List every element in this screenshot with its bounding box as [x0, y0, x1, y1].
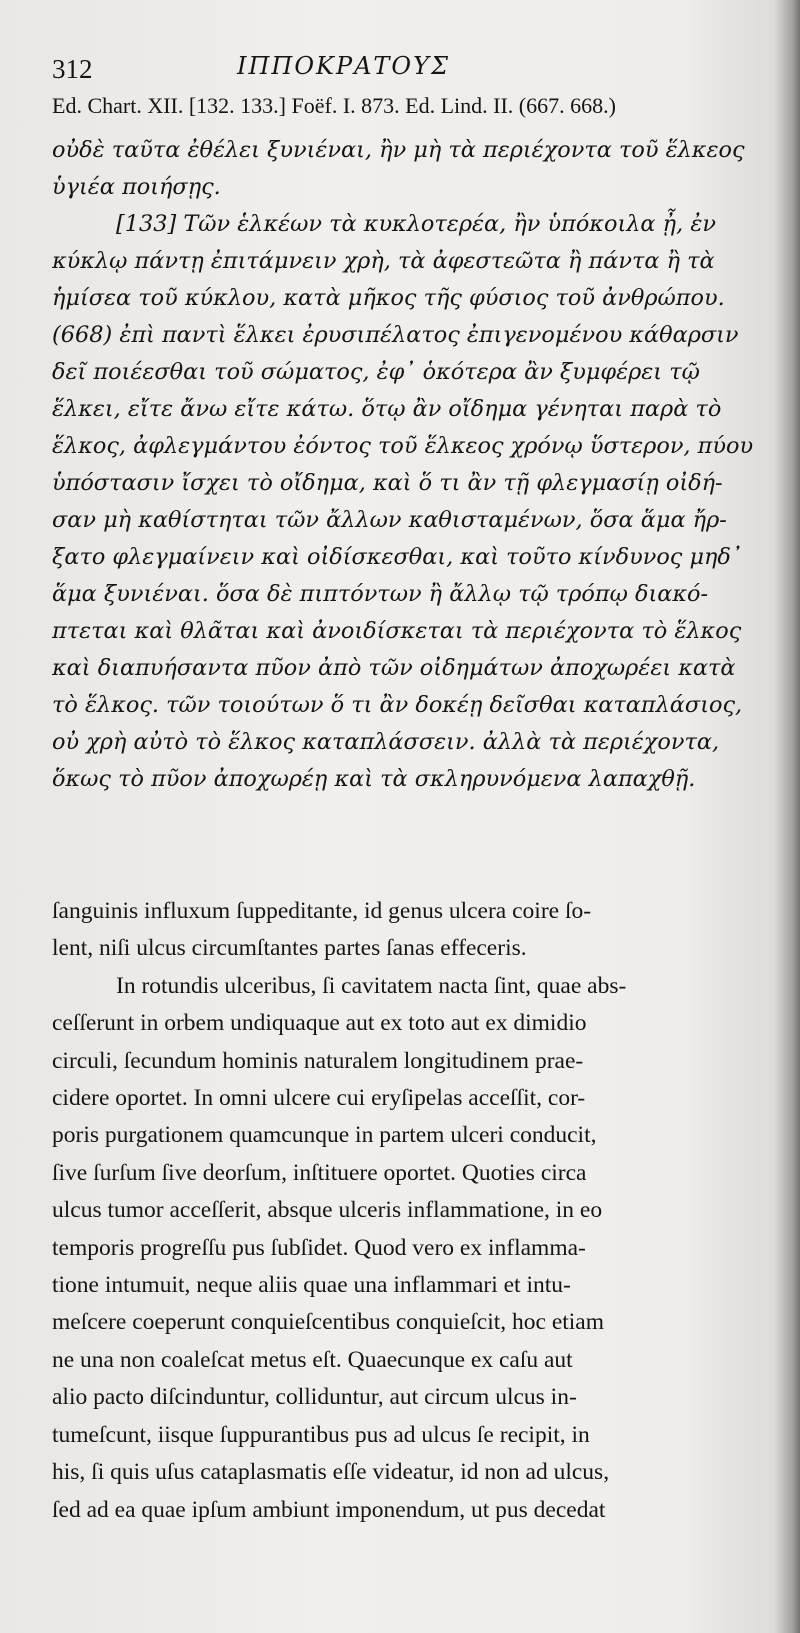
running-title: ΙΠΠΟΚΡΑΤΟΥΣ — [237, 52, 450, 80]
latin-line: lent, niſi ulcus circumſtantes partes ſanas effeceris. — [52, 935, 527, 962]
greek-line: οὐ χρὴ αὐτὸ τὸ ἕλκος καταπλάσσειν. ἀλλὰ τὰ περιέχοντα, — [52, 729, 720, 755]
greek-line: ἅμα ξυνιέναι. ὅσα δὲ πιπτόντων ἢ ἄλλῳ τῷ τρόπῳ διακό- — [52, 581, 709, 607]
greek-line: ὑπόστασιν ἴσχει τὸ οἴδημα, καὶ ὅ τι ἂν τῇ φλεγμασίῃ οἰδή- — [52, 470, 723, 496]
latin-text-block — [52, 893, 762, 1529]
latin-line: ceſſerunt in orbem undiquaque aut ex toto aut ex dimidio — [52, 1010, 587, 1037]
greek-line: τὸ ἕλκος. τῶν τοιούτων ὅ τι ἂν δοκέῃ δεῖσθαι καταπλάσιος, — [52, 692, 743, 718]
greek-line: δεῖ ποιέεσθαι τοῦ σώματος, ἐφ᾽ ὁκότερα ἂν ξυμφέρει τῷ — [52, 359, 700, 385]
latin-line: meſcere coeperunt conquieſcentibus conquieſcit, hoc etiam — [52, 1309, 605, 1336]
latin-line: alio pacto diſcinduntur, colliduntur, aut circum ulcus in- — [52, 1384, 577, 1411]
latin-line: temporis progreſſu pus ſubſidet. Quod vero ex inflamma- — [52, 1234, 586, 1261]
greek-line: σαν μὴ καθίστηται τῶν ἄλλων καθισταμένων, ὅσα ἅμα ἤρ- — [52, 507, 727, 533]
greek-line: ξατο φλεγμαίνειν καὶ οἰδίσκεσθαι, καὶ τοῦτο κίνδυνος μηδ᾽ — [52, 544, 743, 570]
show-through-text — [280, 826, 720, 882]
greek-line: ἕλκει, εἴτε ἄνω εἴτε κάτω. ὅτῳ ἂν οἴδημα γένηται παρὰ τὸ — [52, 396, 722, 422]
latin-line: poris purgationem quamcunque in partem ulceri conducit, — [52, 1122, 597, 1149]
greek-text-block — [52, 132, 760, 798]
latin-line: ulcus tumor acceſſerit, absque ulceris inflammatione, in eo — [52, 1197, 603, 1224]
page-header — [52, 48, 752, 88]
greek-line: κύκλῳ πάντῃ ἐπιτάμνειν χρὴ, τὰ ἀφεστεῶτα ἢ πάντα ἢ τὰ — [52, 248, 715, 274]
latin-line: tione intumuit, neque aliis quae una inflammari et intu- — [52, 1272, 571, 1299]
latin-line: tumeſcunt, iisque ſuppurantibus pus ad ulcus ſe recipit, in — [52, 1421, 590, 1448]
greek-line: πτεται καὶ θλᾶται καὶ ἀνοιδίσκεται τὰ περιέχοντα τὸ ἕλκος — [52, 618, 742, 644]
latin-line: his, ſi quis uſus cataplasmatis eſſe videatur, id non ad ulcus, — [52, 1459, 610, 1486]
page-spine-shadow — [774, 0, 800, 1633]
greek-line: [133] Τῶν ἑλκέων τὰ κυκλοτερέα, ἢν ὑπόκοιλα ᾖ, ἐν — [116, 211, 716, 237]
latin-line: In rotundis ulceribus, ſi cavitatem nacta ſint, quae abs- — [116, 972, 627, 999]
greek-line: καὶ διαπυήσαντα πῦον ἀπὸ τῶν οἰδημάτων ἀποχωρέει κατὰ — [52, 655, 736, 681]
edition-reference-line: Ed. Chart. XII. [132. 133.] Foëf. I. 873. Ed. Lind. II. (667. 668.) — [52, 93, 616, 118]
latin-line: cidere oportet. In omni ulcere cui eryſipelas acceſſit, cor- — [52, 1085, 586, 1112]
page-number: 312 — [52, 54, 93, 84]
greek-line: ἕλκος, ἀφλεγμάντου ἐόντος τοῦ ἕλκεος χρόνῳ ὕστερον, πύου — [52, 433, 754, 459]
greek-line: οὐδὲ ταῦτα ἐθέλει ξυνιέναι, ἢν μὴ τὰ περιέχοντα τοῦ ἕλκεος — [52, 137, 745, 163]
latin-line: ſanguinis influxum ſuppeditante, id genus ulcera coire ſo- — [52, 898, 592, 924]
greek-line: ἡμίσεα τοῦ κύκλου, κατὰ μῆκος τῆς φύσιος τοῦ ἀνθρώπου. — [52, 285, 725, 311]
latin-line: ſed ad ea quae ipſum ambiunt imponendum, ut pus decedat — [52, 1496, 606, 1523]
greek-line: ὑγιέα ποιήσῃς. — [52, 174, 221, 200]
greek-line: ὅκως τὸ πῦον ἀποχωρέῃ καὶ τὰ σκληρυνόμενα λαπαχθῇ. — [52, 766, 696, 792]
greek-line: (668) ἐπὶ παντὶ ἕλκει ἐρυσιπέλατος ἐπιγενομένου κάθαρσιν — [52, 322, 739, 348]
latin-line: ſive ſurſum ſive deorſum, inſtituere oportet. Quoties circa — [52, 1159, 587, 1186]
latin-line: ne una non coaleſcat metus eſt. Quaecunque ex caſu aut — [52, 1346, 573, 1373]
latin-line: circuli, ſecundum hominis naturalem longitudinem prae- — [52, 1047, 584, 1074]
